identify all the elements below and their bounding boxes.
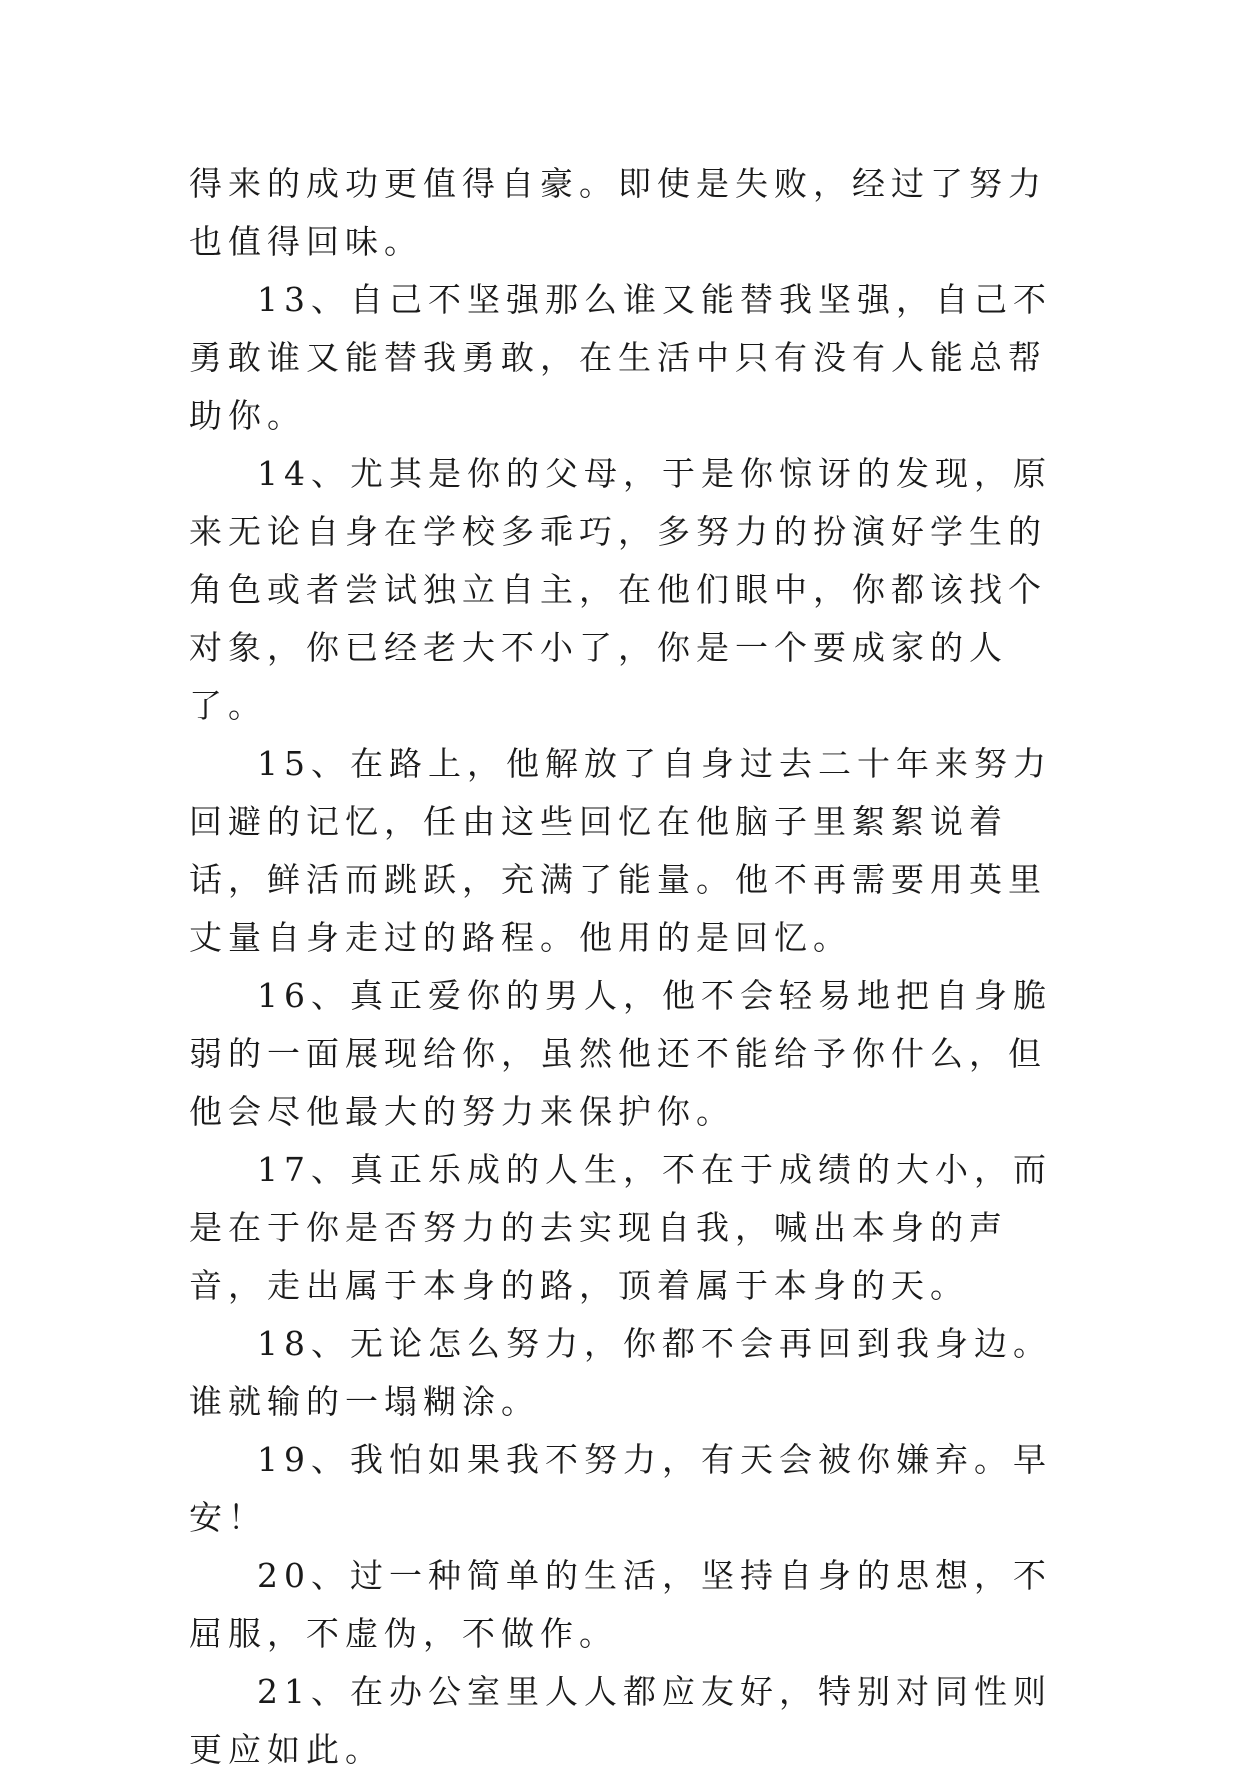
paragraph-20: 20、过一种简单的生活，坚持自身的思想，不屈服，不虚伪，不做作。 xyxy=(189,1556,1052,1653)
paragraph-18: 18、无论怎么努力，你都不会再回到我身边。谁就输的一塌糊涂。 xyxy=(189,1324,1052,1421)
paragraph-21: 21、在办公室里人人都应友好，特别对同性则更应如此。 xyxy=(189,1672,1052,1769)
paragraph-15: 15、在路上，他解放了自身过去二十年来努力回避的记忆，任由这些回忆在他脑子里絮絮说着话，鲜活而跳跃，充满了能量。他不再需要用英里丈量自身走过的路程。他用的是回忆。 xyxy=(189,744,1052,957)
paragraph-17: 17、真正乐成的人生，不在于成绩的大小，而是在于你是否努力的去实现自我，喊出本身的声音，走出属于本身的路，顶着属于本身的天。 xyxy=(189,1150,1052,1305)
paragraph-19: 19、我怕如果我不努力，有天会被你嫌弃。早安！ xyxy=(189,1440,1052,1537)
paragraph-13: 13、自己不坚强那么谁又能替我坚强，自己不勇敢谁又能替我勇敢，在生活中只有没有人能总帮助你。 xyxy=(189,280,1052,435)
document-body xyxy=(189,155,1059,1779)
paragraph-14: 14、尤其是你的父母，于是你惊讶的发现，原来无论自身在学校多乖巧，多努力的扮演好学生的角色或者尝试独立自主，在他们眼中，你都该找个对象，你已经老大不小了，你是一个要成家的人了。 xyxy=(189,454,1052,725)
paragraph-continuation: 得来的成功更值得自豪。即使是失败，经过了努力也值得回味。 xyxy=(189,164,1047,261)
paragraph-16: 16、真正爱你的男人，他不会轻易地把自身脆弱的一面展现给你，虽然他还不能给予你什么，但他会尽他最大的努力来保护你。 xyxy=(189,976,1052,1131)
